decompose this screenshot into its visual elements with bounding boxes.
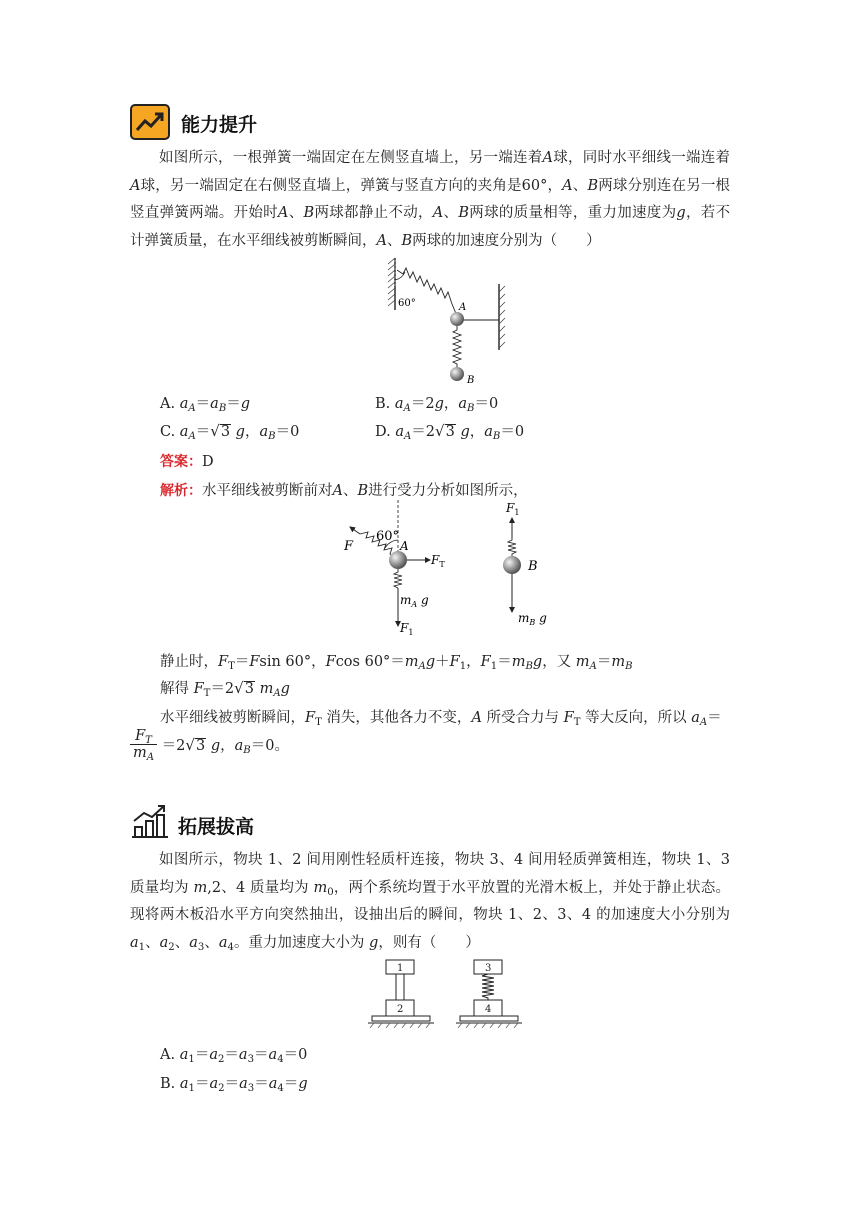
svg-text:F1: $F_1$ (400, 621, 414, 637)
answer-value: D (202, 454, 214, 470)
analysis-label: 解析： (160, 483, 202, 499)
analysis-line: 解析：水平细线被剪断前对A、B进行受力分析如图所示， (160, 483, 528, 499)
fbd-f: F (344, 539, 354, 554)
svg-text:mA g: $m_A$ g (400, 593, 429, 609)
svg-text:mB g: $m_B$ g (518, 611, 547, 627)
answer-line (160, 451, 214, 471)
fbd-b: B (528, 559, 538, 574)
option-d: D. $a_A=2√3$ g，$a_B=0$ (375, 422, 525, 442)
fbd-a: A (400, 539, 409, 553)
question-1: 如图所示，一根弹簧一端固定在左侧竖直墙上，另一端连着A球，同时水平细线一端连着A球，另一端固定在右侧竖直墙上，弹簧与竖直方向的夹角是60°，A、B两球分别连在另一根竖直弹簧两端。开始时A、B两球都静止不动，A、B两球的质量相等，重力加速度为g，若不计弹簧质量，在水平细线被剪断瞬间，A、B两球的加速度分别为（ ） (130, 150, 731, 249)
analysis-line-2: 解得 $F_T=2√3$ $m_Ag$ (160, 679, 290, 699)
option-2a: A. $a_1=a_2=a_3=a_4=0$ (160, 1047, 308, 1065)
force-diagram-a (338, 498, 458, 638)
option-b: B. $a_A=2g$，$a_B=0$ (375, 396, 499, 414)
blocks-figure (366, 956, 526, 1030)
analysis-line-1: 静止时，$F_T=Fsin$ 60°，Fcos $60^\circ=m_Ag+F_1$，$F_1=m_Bg$，又 $m_A=m_B$ (160, 654, 633, 672)
ability-icon (130, 104, 170, 140)
fbd-angle: 60° (376, 529, 400, 544)
block-1-label: 1 (397, 963, 404, 974)
section-title-extension: 拓展拔高 (178, 816, 255, 838)
option-c: C. $a_A=√3$ g，$a_B=0$ (160, 422, 300, 442)
analysis-fraction: $\frac{F_T}{m_A}$ ＝2√3 g，$a_B=0$。 (130, 728, 289, 761)
spring-ball-figure (385, 254, 507, 386)
block-2-label: 2 (397, 1004, 404, 1015)
svg-text:FT: $F_T$ (431, 553, 445, 569)
ball-a-label: A (459, 302, 467, 313)
option-a: A. $a_A=a_B=g$ (160, 396, 251, 414)
question-2: 如图所示，物块 1、2 间用刚性轻质杆连接，物块 3、4 间用轻质弹簧相连，物块 1、3 质量均为 m,2、4 质量均为 $m_0$，两个系统均置于水平放置的光滑木板上，并处于静止状态。现将两木板沿水平方向突然抽出，设抽出后的瞬间，物块 1、2、3、4 的加速度大小分别为 $a_1$、$a_2$、$a_3$、$a_4$。重力加速度大小为 g，则有（ ） (130, 852, 731, 953)
extension-icon (130, 803, 170, 839)
angle-label: 60° (398, 298, 416, 309)
svg-text:F1: $F_1$ (506, 501, 520, 517)
option-2b: B. $a_1=a_2=a_3=a_4=g$ (160, 1076, 308, 1094)
analysis-line-3: 水平细线被剪断瞬间，$F_T$ 消失，其他各力不变，A 所受合力与 $F_T$ 等大反向，所以 $a_A=$ (160, 710, 722, 728)
answer-label: 答案： (160, 454, 202, 470)
block-3-label: 3 (485, 963, 492, 974)
force-diagram-b (490, 498, 570, 630)
block-4-label: 4 (485, 1004, 492, 1015)
section-title-ability: 能力提升 (181, 114, 258, 136)
ball-b-label: B (467, 375, 475, 386)
